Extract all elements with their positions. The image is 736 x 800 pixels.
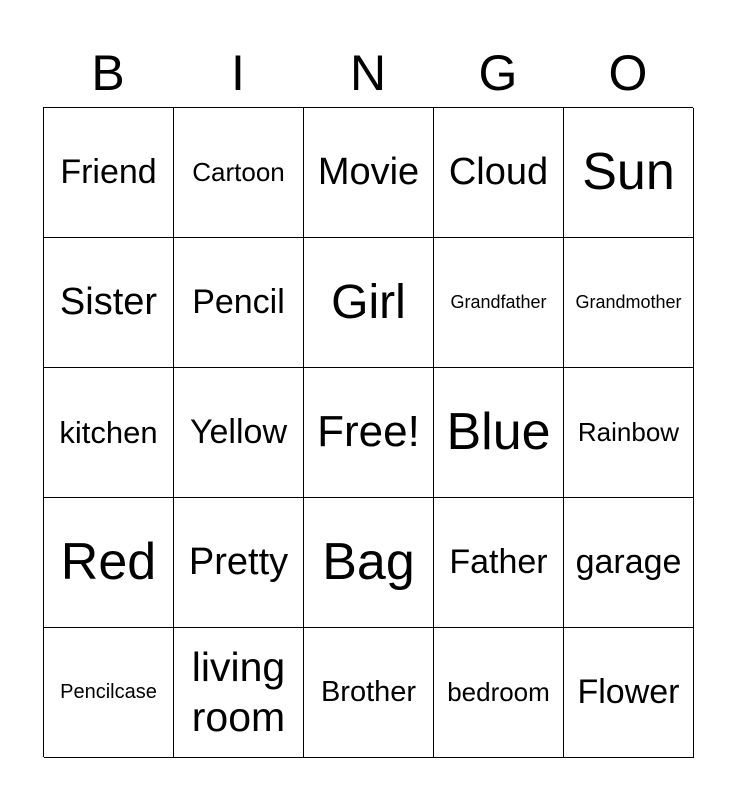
header-letter-g: G: [478, 45, 518, 101]
bingo-cell[interactable]: Friend: [44, 108, 174, 238]
bingo-cell[interactable]: Father: [434, 498, 564, 628]
bingo-cell[interactable]: Pencil: [174, 238, 304, 368]
bingo-cell[interactable]: Pretty: [174, 498, 304, 628]
bingo-cell[interactable]: Cloud: [434, 108, 564, 238]
header-letter-n: N: [349, 45, 387, 101]
bingo-cell[interactable]: Flower: [564, 628, 694, 758]
header-letter-i: I: [231, 45, 245, 101]
bingo-cell[interactable]: Sister: [44, 238, 174, 368]
bingo-cell[interactable]: Yellow: [174, 368, 304, 498]
bingo-cell[interactable]: Bag: [304, 498, 434, 628]
header-letter-b: B: [91, 45, 125, 101]
bingo-header: [43, 40, 693, 106]
bingo-cell[interactable]: Red: [44, 498, 174, 628]
bingo-cell[interactable]: Brother: [304, 628, 434, 758]
bingo-cell[interactable]: Rainbow: [564, 368, 694, 498]
bingo-cell[interactable]: Grandmother: [564, 238, 694, 368]
bingo-cell[interactable]: Cartoon: [174, 108, 304, 238]
bingo-cell[interactable]: kitchen: [44, 368, 174, 498]
bingo-card: [43, 107, 693, 757]
bingo-cell[interactable]: bedroom: [434, 628, 564, 758]
bingo-cell[interactable]: Sun: [564, 108, 694, 238]
header-letter-o: O: [608, 45, 648, 101]
bingo-cell[interactable]: Movie: [304, 108, 434, 238]
bingo-cell[interactable]: garage: [564, 498, 694, 628]
bingo-cell-free[interactable]: Free!: [304, 368, 434, 498]
bingo-cell[interactable]: living room: [174, 628, 304, 758]
bingo-cell[interactable]: Girl: [304, 238, 434, 368]
bingo-cell[interactable]: Blue: [434, 368, 564, 498]
bingo-cell[interactable]: Grandfather: [434, 238, 564, 368]
bingo-cell[interactable]: Pencilcase: [44, 628, 174, 758]
